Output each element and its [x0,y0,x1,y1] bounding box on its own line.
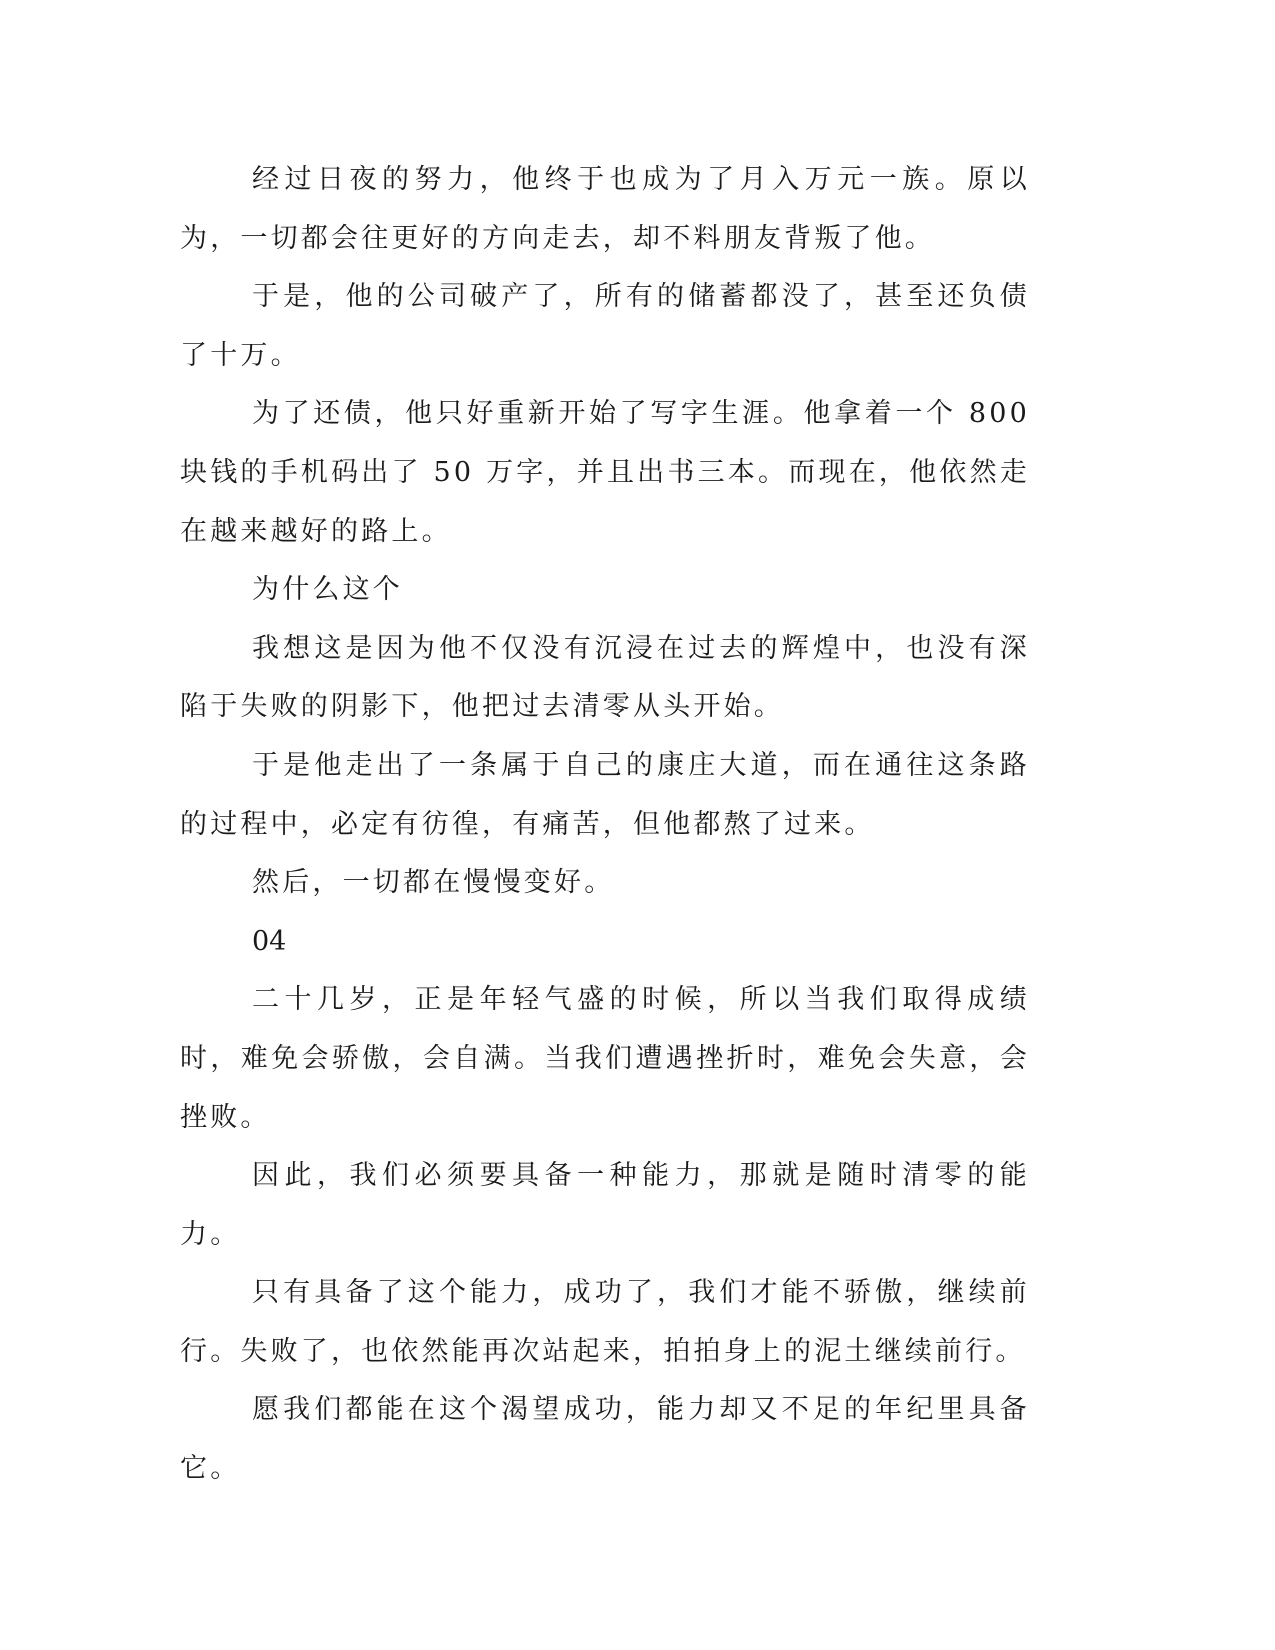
paragraph: 二十几岁，正是年轻气盛的时候，所以当我们取得成绩时，难免会骄傲，会自满。当我们遭遇挫折时，难免会失意，会挫败。 [180,984,1030,1133]
section-number: 04 [252,925,287,957]
paragraph: 愿我们都能在这个渴望成功，能力却又不足的年纪里具备它。 [180,1394,1030,1485]
paragraph: 然后，一切都在慢慢变好。 [252,867,615,899]
paragraph: 为了还债，他只好重新开始了写字生涯。他拿着一个 800 块钱的手机码出了 50 万字，并且出书三本。而现在，他依然走在越来越好的路上。 [180,398,1030,547]
paragraph: 于是他走出了一条属于自己的康庄大道，而在通往这条路的过程中，必定有彷徨，有痛苦，但他都熬了过来。 [180,749,1030,840]
paragraph: 经过日夜的努力，他终于也成为了月入万元一族。原以为，一切都会往更好的方向走去，却不料朋友背叛了他。 [180,164,1030,254]
paragraph: 于是，他的公司破产了，所有的储蓄都没了，甚至还负债了十万。 [180,281,1030,371]
paragraph: 只有具备了这个能力，成功了，我们才能不骄傲，继续前行。失败了，也依然能再次站起来，拍拍身上的泥土继续前行。 [180,1277,1030,1367]
paragraph: 因此，我们必须要具备一种能力，那就是随时清零的能力。 [180,1160,1030,1250]
document-body [180,151,1030,1499]
paragraph: 我想这是因为他不仅没有沉浸在过去的辉煌中，也没有深陷于失败的阴影下，他把过去清零从头开始。 [180,632,1030,723]
paragraph: 为什么这个 [252,574,403,606]
